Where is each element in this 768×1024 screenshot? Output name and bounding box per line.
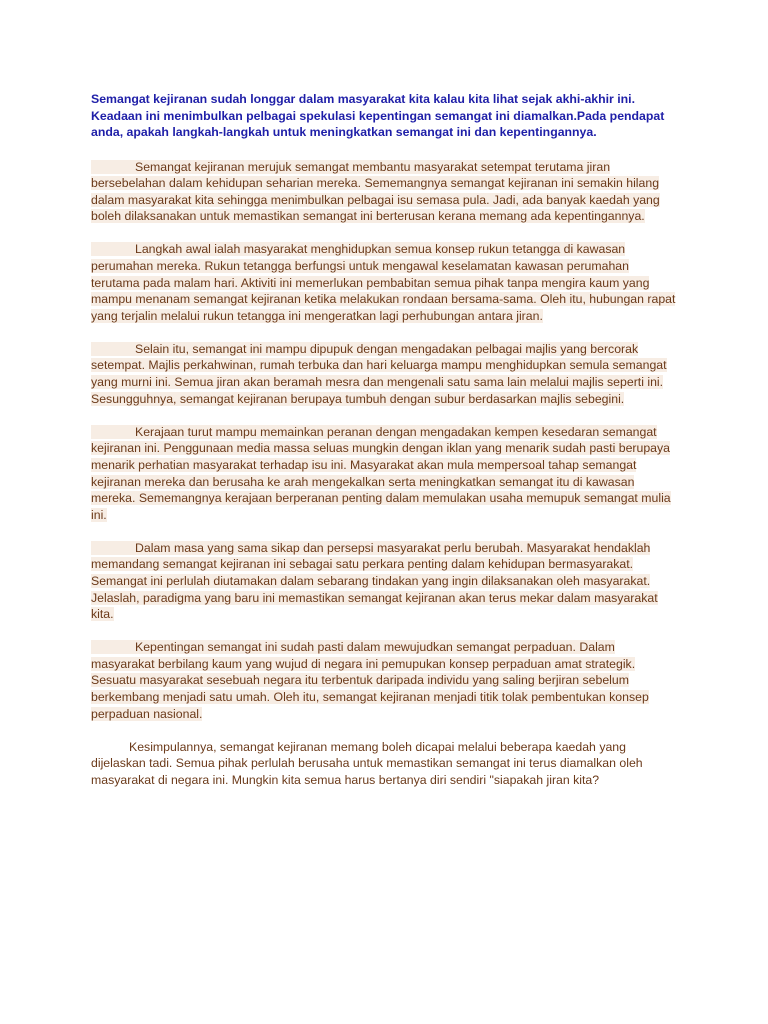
paragraph-intro <box>91 159 677 225</box>
paragraph-highlight <box>91 160 660 224</box>
paragraph-text: Kerajaan turut mampu memainkan peranan dengan mengadakan kempen kesedaran semangat kejiranan ini. Penggunaan media massa seluas mungkin dengan iklan yang menarik sudah pasti berupaya menarik perhatian masyarakat terhadap isu ini. Masyarakat akan mula mempersoal tahap semangat kejiranan mereka dan berusaha ke arah mengekalkan serta meningkatkan semangat itu di kawasan mereka. Sememangnya kerajaan berperanan penting dalam memulakan usaha memupuk semangat mulia ini. <box>91 424 671 522</box>
paragraph-highlight <box>91 242 675 322</box>
paragraph-highlight <box>91 342 667 406</box>
paragraph-highlight <box>91 425 671 522</box>
paragraph-point-5 <box>91 639 677 722</box>
paragraph-conclusion <box>91 739 677 789</box>
paragraph-point-4 <box>91 540 677 623</box>
essay-question: Semangat kejiranan sudah longgar dalam masyarakat kita kalau kita lihat sejak akhi-akhir ini. Keadaan ini menimbulkan pelbagai spekulasi kepentingan semangat ini diamalkan.Pada pendapat anda, apakah langkah-langkah untuk meningkatkan semangat ini dan kepentingannya. <box>91 92 665 139</box>
paragraph-text: Kepentingan semangat ini sudah pasti dalam mewujudkan semangat perpaduan. Dalam masyarakat berbilang kaum yang wujud di negara ini pemupukan konsep perpaduan amat strategik. Sesuatu masyarakat sesebuah negara itu terbentuk daripada individu yang saling berjiran sebelum berkembang menjadi satu umah. Oleh itu, semangat kejiranan menjadi titik tolak pembentukan konsep perpaduan nasional. <box>91 640 649 721</box>
paragraph-point-1 <box>91 241 677 324</box>
paragraph-text: Selain itu, semangat ini mampu dipupuk dengan mengadakan pelbagai majlis yang bercorak setempat. Majlis perkahwinan, rumah terbuka dan hari keluarga mampu menghidupkan semula semangat yang murni ini. Semua jiran akan beramah mesra dan mengenali satu sama lain melalui majlis seperti ini. Sesungguhnya, semangat kejiranan berupaya tumbuh dengan subur berdasarkan majlis sebegini. <box>91 341 667 406</box>
paragraph-point-2 <box>91 341 677 407</box>
paragraph-text: Kesimpulannya, semangat kejiranan memang boleh dicapai melalui beberapa kaedah yang dijelaskan tadi. Semua pihak perlulah berusaha untuk memastikan semangat ini terus diamalkan oleh masyarakat di negara ini. Mungkin kita semua harus bertanya diri sendiri "siapakah jiran kita? <box>91 739 643 787</box>
document-page <box>91 91 677 805</box>
paragraph-text: Langkah awal ialah masyarakat menghidupkan semua konsep rukun tetangga di kawasan perumahan mereka. Rukun tetangga berfungsi untuk mengawal keselamatan kawasan perumahan terutama pada malam hari. Aktiviti ini memerlukan pembabitan semua pihak tanpa mengira kaum yang mampu menanam semangat kejiranan ketika melakukan rondaan bersama-sama. Oleh itu, hubungan rapat yang terjalin melalui rukun tetangga ini mengeratkan lagi perhubungan antara jiran. <box>91 242 676 323</box>
paragraph-text: Semangat kejiranan merujuk semangat membantu masyarakat setempat terutama jiran bersebelahan dalam kehidupan seharian mereka. Sememangnya semangat kejiranan ini semakin hilang dalam masyarakat kita sehingga menimbulkan pelbagai isu semasa pula. Jadi, ada banyak kaedah yang boleh dilaksanakan untuk memastikan semangat ini berterusan kerana memang ada kepentingannya. <box>91 159 660 224</box>
paragraph-highlight <box>91 541 658 621</box>
paragraph-point-3 <box>91 424 677 524</box>
paragraph-highlight <box>91 640 649 720</box>
paragraph-text: Dalam masa yang sama sikap dan persepsi masyarakat perlu berubah. Masyarakat hendaklah memandang semangat kejiranan ini sebagai satu perkara penting dalam kehidupan bermasyarakat. Semangat ini perlulah diutamakan dalam sebarang tindakan yang ingin dilaksanakan oleh masyarakat. Jelaslah, paradigma yang baru ini memastikan semangat kejiranan akan terus mekar dalam masyarakat kita. <box>91 540 658 622</box>
